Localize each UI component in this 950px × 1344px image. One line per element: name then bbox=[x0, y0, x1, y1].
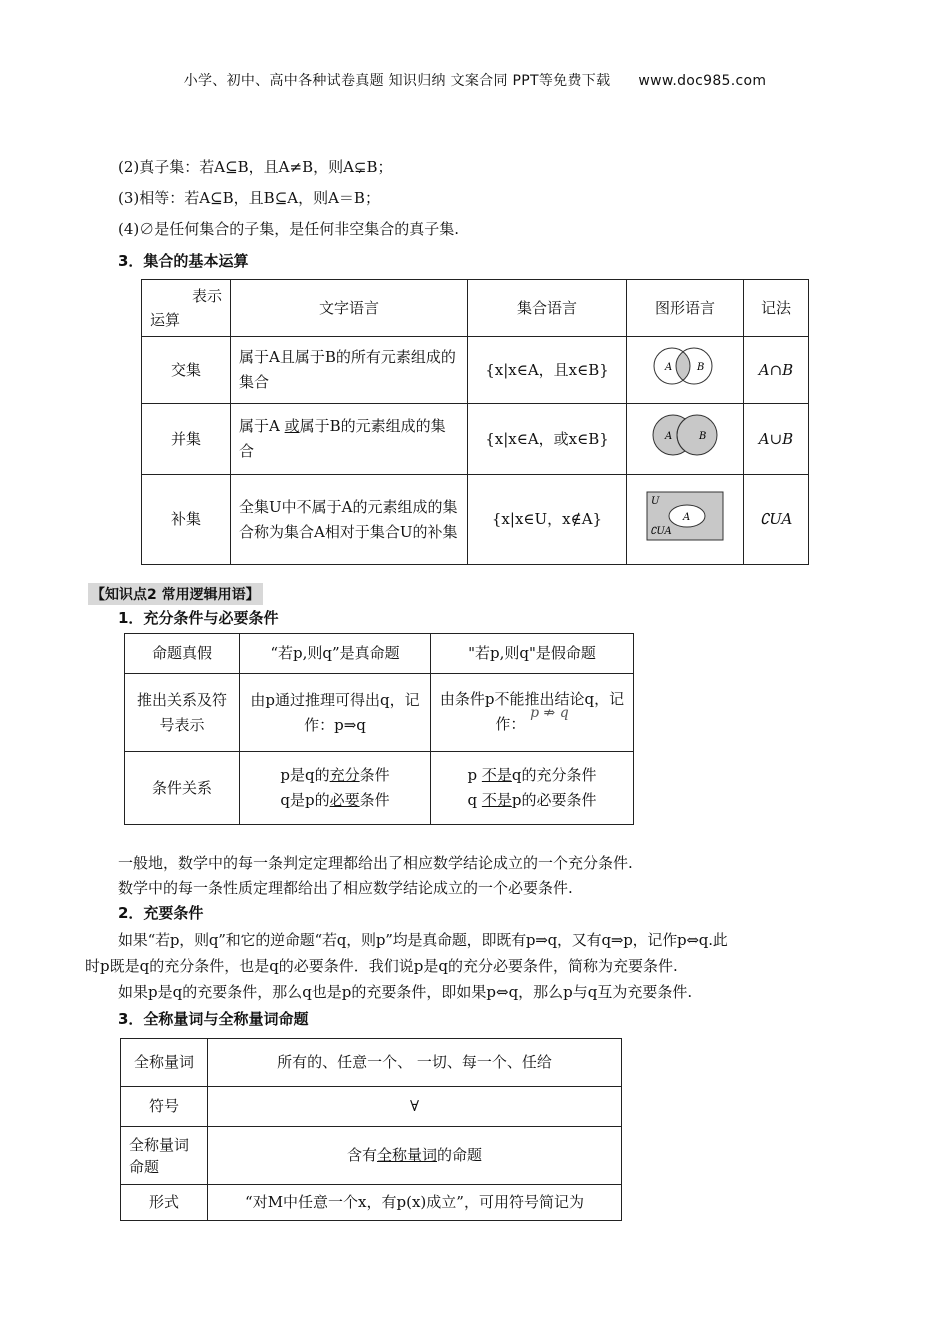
f1-post: q的充分条件 bbox=[511, 766, 597, 784]
t2-post: 条件 bbox=[359, 791, 390, 809]
iff-line-1: 如果“若p，则q”和它的逆命题“若q，则p”均是真命题，即既有p⇒q，又有q⇒p，记作p⇔q.此 bbox=[118, 931, 728, 949]
row-notation: A∪B bbox=[744, 404, 809, 475]
row-label: 全称量词命题 bbox=[121, 1127, 208, 1185]
row-text bbox=[231, 404, 468, 475]
label-a: A bbox=[665, 362, 673, 373]
logic-table bbox=[124, 633, 634, 825]
complement-venn-diagram bbox=[645, 490, 725, 542]
page-header bbox=[0, 70, 950, 90]
subset-line-3: (3)相等：若A⊆B，且B⊆A，则A＝B； bbox=[118, 189, 380, 207]
general-line-2: 数学中的每一条性质定理都给出了相应数学结论成立的一个必要条件. bbox=[118, 879, 573, 897]
label-b: B bbox=[699, 431, 707, 442]
row-value: 所有的、任意一个、 一切、每一个、任给 bbox=[208, 1039, 622, 1087]
row-true bbox=[240, 752, 431, 825]
r3-u: 全称量词 bbox=[376, 1146, 437, 1164]
set-operations-table bbox=[141, 279, 809, 565]
row-false bbox=[431, 674, 634, 752]
header-notation: 记法 bbox=[744, 280, 809, 337]
true-line-2 bbox=[248, 788, 422, 813]
row-value: ∀ bbox=[208, 1087, 622, 1127]
knowledge-point-heading: 【知识点2 常用逻辑用语】 bbox=[88, 583, 263, 605]
false-line-2 bbox=[439, 788, 625, 813]
header-false: "若p,则q"是假命题 bbox=[431, 634, 634, 674]
true-line-1 bbox=[248, 763, 422, 788]
union-venn-diagram bbox=[640, 408, 730, 462]
row-notation: ∁UA bbox=[744, 475, 809, 565]
row-notation: A∩B bbox=[744, 337, 809, 404]
f1-u: 不是 bbox=[481, 766, 512, 784]
row-set: {x|x∈A，且x∈B} bbox=[468, 337, 627, 404]
label-u: U bbox=[651, 495, 660, 507]
label-a: A bbox=[665, 431, 673, 442]
table-row-complement bbox=[142, 475, 809, 565]
row-set: {x|x∈U，x∉A} bbox=[468, 475, 627, 565]
header-set-lang: 集合语言 bbox=[468, 280, 627, 337]
section-title-universal: 3．全称量词与全称量词命题 bbox=[118, 1010, 309, 1028]
row-set: {x|x∈A，或x∈B} bbox=[468, 404, 627, 475]
row-label: 全称量词 bbox=[121, 1039, 208, 1087]
header-true: “若p,则q”是真命题 bbox=[240, 634, 431, 674]
logic-header-row bbox=[125, 634, 634, 674]
section-title-iff: 2．充要条件 bbox=[118, 904, 204, 922]
table-row-intersection bbox=[142, 337, 809, 404]
t1-pre: p是q的 bbox=[280, 766, 330, 784]
general-line-1: 一般地，数学中的每一条判定定理都给出了相应数学结论成立的一个充分条件. bbox=[118, 854, 633, 872]
t1-post: 条件 bbox=[359, 766, 390, 784]
quant-row-form bbox=[121, 1185, 622, 1221]
f2-pre: q bbox=[467, 791, 482, 809]
subset-line-4: (4)∅是任何集合的子集，是任何非空集合的真子集. bbox=[118, 220, 460, 238]
header-text-lang: 文字语言 bbox=[231, 280, 468, 337]
false-text: 由条件p不能推出结论q，记作： bbox=[439, 690, 625, 733]
header-site: www.doc985.com bbox=[638, 73, 767, 89]
subset-line-2: (2)真子集：若A⊆B，且A≠B，则A⊊B； bbox=[118, 158, 393, 176]
intersection-venn-diagram bbox=[640, 341, 730, 391]
quant-row-proposition bbox=[121, 1127, 622, 1185]
logic-row-implication bbox=[125, 674, 634, 752]
text-post: 属于B的元素组成的集合 bbox=[239, 417, 446, 460]
row-name: 并集 bbox=[142, 404, 231, 475]
label-complement: ∁UA bbox=[650, 525, 672, 537]
row-label: 符号 bbox=[121, 1087, 208, 1127]
f2-u: 不是 bbox=[481, 791, 512, 809]
header-graph-lang: 图形语言 bbox=[627, 280, 744, 337]
row-name: 交集 bbox=[142, 337, 231, 404]
row-text: 属于A且属于B的所有元素组成的集合 bbox=[231, 337, 468, 404]
r3-post: 的命题 bbox=[437, 1146, 483, 1164]
f2-post: p的必要条件 bbox=[511, 791, 597, 809]
row-value: “对M中任意一个x，有p(x)成立”，可用符号简记为 bbox=[208, 1185, 622, 1221]
t1-u: 充分 bbox=[329, 766, 360, 784]
corner-top: 表示 bbox=[191, 287, 222, 305]
corner-cell bbox=[142, 280, 231, 337]
r3-pre: 含有 bbox=[346, 1146, 377, 1164]
corner-bottom: 运算 bbox=[150, 311, 181, 329]
text-pre: 属于A bbox=[239, 417, 285, 435]
table-header-row bbox=[142, 280, 809, 337]
iff-line-3: 如果p是q的充要条件，那么q也是p的充要条件，即如果p⇔q，那么p与q互为充要条件. bbox=[118, 983, 693, 1001]
quant-row-words bbox=[121, 1039, 622, 1087]
row-true: 由p通过推理可得出q，记作：p⇒q bbox=[240, 674, 431, 752]
row-name: 补集 bbox=[142, 475, 231, 565]
section-title-sufficient-necessary: 1．充分条件与必要条件 bbox=[118, 609, 279, 627]
union-figure bbox=[627, 404, 744, 475]
section-title-set-operations: 3．集合的基本运算 bbox=[118, 252, 249, 270]
intersection-figure bbox=[627, 337, 744, 404]
complement-figure bbox=[627, 475, 744, 565]
universal-quantifier-table bbox=[120, 1038, 622, 1221]
row-text: 全集U中不属于A的元素组成的集合称为集合A相对于集合U的补集 bbox=[231, 475, 468, 565]
label-a: A bbox=[683, 511, 691, 523]
row-false bbox=[431, 752, 634, 825]
iff-line-2: 时p既是q的充分条件，也是q的必要条件．我们说p是q的充分必要条件，简称为充要条件. bbox=[85, 957, 678, 975]
header-text: 小学、初中、高中各种试卷真题 知识归纳 文案合同 PPT等免费下载 bbox=[183, 73, 611, 89]
not-implies-symbol: p ⇏ q bbox=[530, 705, 569, 721]
header-proposition: 命题真假 bbox=[125, 634, 240, 674]
t2-u: 必要 bbox=[329, 791, 360, 809]
f1-pre: p bbox=[467, 766, 482, 784]
table-row-union bbox=[142, 404, 809, 475]
logic-row-condition bbox=[125, 752, 634, 825]
quant-row-symbol bbox=[121, 1087, 622, 1127]
row-value bbox=[208, 1127, 622, 1185]
label-b: B bbox=[697, 362, 705, 373]
t2-pre: q是p的 bbox=[280, 791, 330, 809]
row-label: 形式 bbox=[121, 1185, 208, 1221]
row-label: 条件关系 bbox=[125, 752, 240, 825]
row-label: 推出关系及符号表示 bbox=[125, 674, 240, 752]
false-line-1 bbox=[439, 763, 625, 788]
text-underlined: 或 bbox=[284, 417, 300, 435]
